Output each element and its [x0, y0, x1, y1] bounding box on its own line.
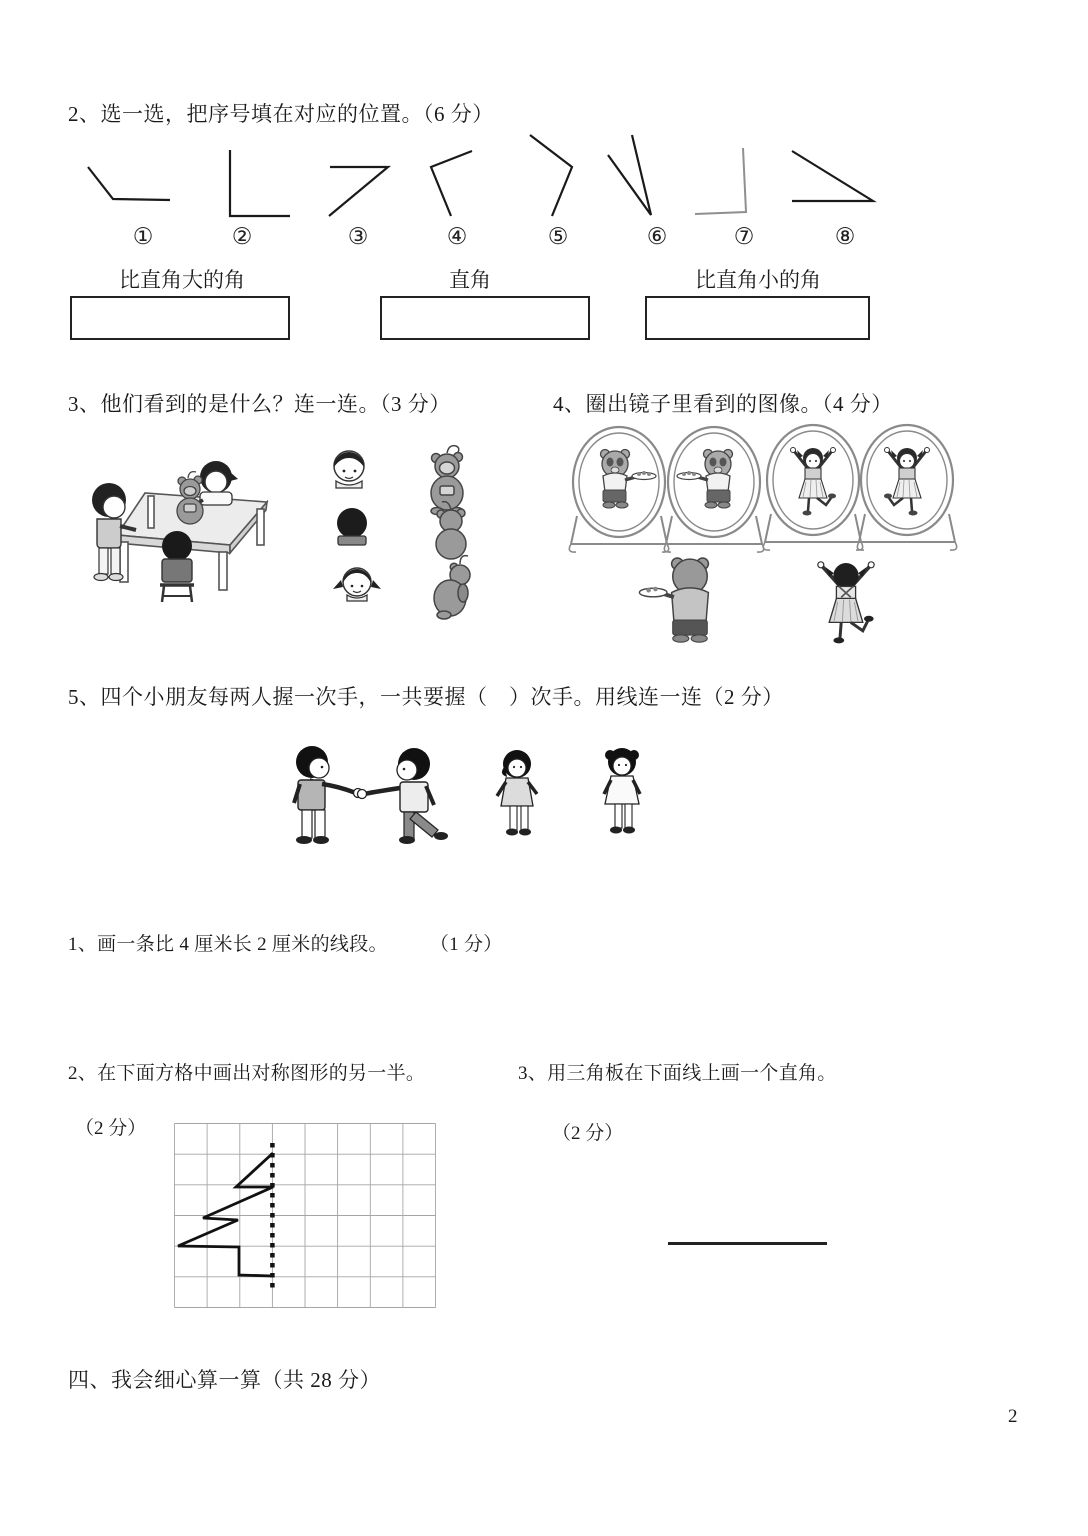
- boy-2-figure: [358, 748, 449, 844]
- match-face-girl-front[interactable]: [333, 568, 381, 601]
- match-teddy-front[interactable]: [431, 446, 463, 515]
- angle-number-8: ⑧: [834, 224, 856, 249]
- answer-box-right-angles[interactable]: [380, 296, 590, 340]
- draw-q2-score: （2 分）: [75, 1118, 147, 1139]
- half-tree-figure: [178, 1153, 273, 1276]
- page-number: 2: [1008, 1406, 1018, 1427]
- angle-number-3: ③: [347, 224, 369, 249]
- angle-figure-6: [608, 135, 651, 215]
- answer-box-larger-angles[interactable]: [70, 296, 290, 340]
- answer-box-smaller-angles[interactable]: [645, 296, 870, 340]
- symmetry-grid[interactable]: [174, 1123, 436, 1308]
- angle-figure-7: [695, 148, 746, 214]
- draw-q2-title: 2、在下面方格中画出对称图形的另一半。: [68, 1063, 426, 1084]
- category-label-right-angle: 直角: [449, 268, 491, 292]
- draw-q3-title: 3、用三角板在下面线上画一个直角。: [518, 1063, 837, 1084]
- draw-line-target[interactable]: [668, 1242, 827, 1245]
- mirror-3[interactable]: [763, 425, 862, 550]
- draw-q3-score: （2 分）: [552, 1123, 624, 1144]
- grid-lines: [175, 1124, 436, 1308]
- girl-2-figure: [604, 748, 640, 834]
- draw-q1-title: [68, 929, 503, 956]
- q4-title: 4、圈出镜子里看到的图像。（4 分）: [553, 392, 893, 416]
- angle-figure-4: [431, 151, 472, 216]
- q3-title: 3、他们看到的是什么？连一连。（3 分）: [68, 392, 451, 416]
- boy-1-figure: [294, 746, 363, 844]
- angle-number-7: ⑦: [733, 224, 755, 249]
- angle-figure-8: [792, 151, 873, 201]
- mirror-illustration: [562, 418, 994, 650]
- mirror-4[interactable]: [857, 425, 956, 550]
- match-face-boy-back[interactable]: [337, 508, 367, 545]
- boy-on-stool-figure: [160, 531, 194, 602]
- angle-figures: [0, 0, 1088, 240]
- category-label-larger-than-right: 比直角大的角: [119, 268, 245, 292]
- q5-title: 5、四个小朋友每两人握一次手，一共要握（ ）次手。用线连一连（2 分）: [68, 685, 784, 709]
- draw-q1-score: （1 分）: [429, 934, 503, 955]
- angle-number-4: ④: [446, 224, 468, 249]
- section4-heading: 四、我会细心算一算（共 28 分）: [68, 1368, 381, 1392]
- angle-figure-1: [88, 167, 170, 200]
- match-teddy-side[interactable]: [434, 556, 470, 619]
- table-scene-illustration: [70, 430, 500, 655]
- angle-number-6: ⑥: [646, 224, 668, 249]
- match-teddy-back[interactable]: [436, 502, 466, 559]
- angle-figure-2: [230, 150, 290, 216]
- angle-figure-5: [530, 135, 572, 216]
- mirror-2[interactable]: [664, 427, 763, 552]
- mirror-1[interactable]: [569, 427, 668, 552]
- angle-number-2: ②: [231, 224, 253, 249]
- handshake-illustration: [252, 736, 708, 860]
- angle-figure-3: [329, 167, 388, 216]
- q2-title: 2、选一选，把序号填在对应的位置。（6 分）: [68, 102, 494, 126]
- girl-back-view: [818, 562, 874, 644]
- category-label-smaller-than-right: 比直角小的角: [695, 268, 821, 292]
- angle-number-1: ①: [132, 224, 154, 249]
- bear-back-view: [639, 558, 708, 642]
- draw-q1-text: 1、画一条比 4 厘米长 2 厘米的线段。: [68, 934, 388, 955]
- girl-1-figure: [497, 750, 537, 836]
- match-face-boy-front[interactable]: [334, 451, 364, 488]
- angle-number-5: ⑤: [547, 224, 569, 249]
